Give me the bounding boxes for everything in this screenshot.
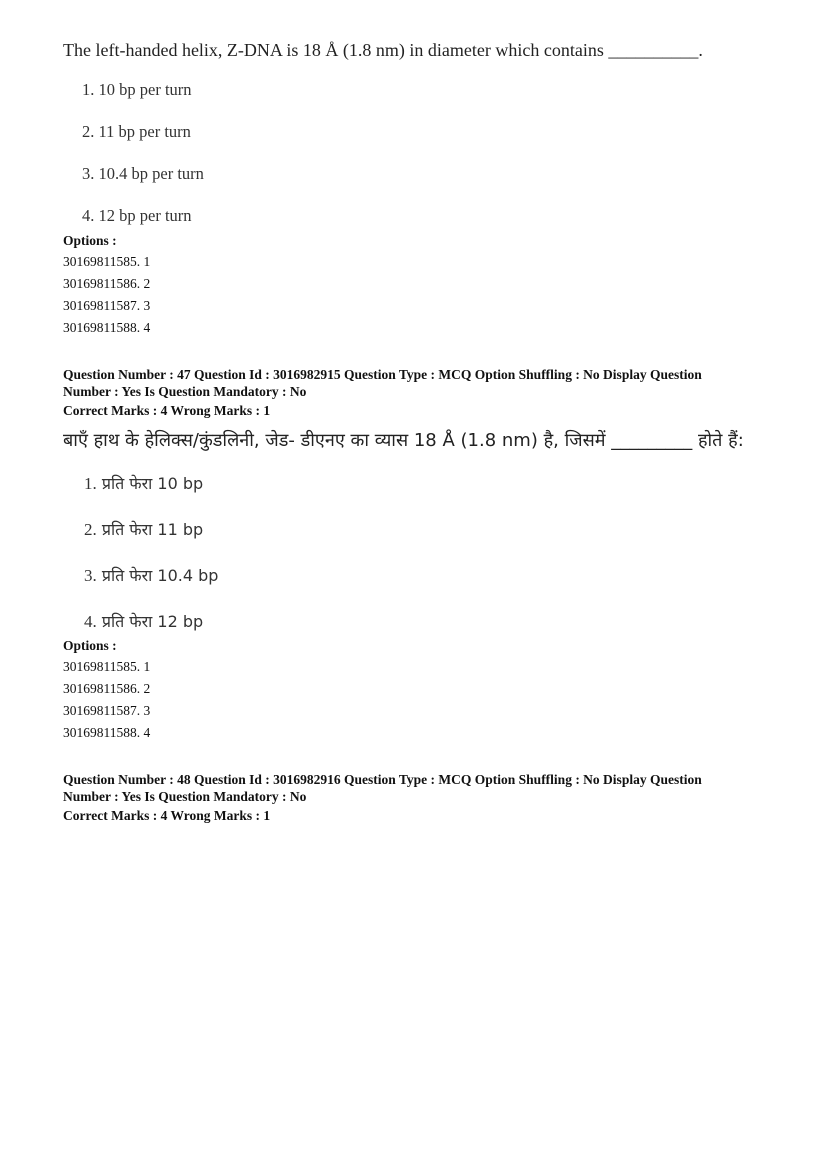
choice-hi-2 <box>84 518 203 540</box>
options-label: Options : <box>63 233 117 248</box>
choice-hi-1 <box>84 472 203 494</box>
question-text-hi: बाएँ हाथ के हेलिक्स/कुंडलिनी, जेड- डीएनए का व्यास 18 Å (1.8 nm) है, जिसमें _________ होते हैं: <box>63 430 744 451</box>
question-meta <box>63 771 763 805</box>
choice-text: प्रति फेरा 11 bp <box>101 520 204 539</box>
choice-number: 3. <box>84 566 97 585</box>
marks-line: Correct Marks : 4 Wrong Marks : 1 <box>63 403 271 418</box>
choice-hi-3 <box>84 564 218 586</box>
choice-1: 1. 10 bp per turn <box>82 80 192 99</box>
choice-text: प्रति फेरा 12 bp <box>101 612 204 631</box>
option-code: 30169811585. 1 <box>63 254 151 269</box>
choice-number: 2. <box>84 520 97 539</box>
option-code: 30169811588. 4 <box>63 320 151 335</box>
choice-number: 4. <box>84 612 97 631</box>
option-code: 30169811586. 2 <box>63 276 151 291</box>
choice-text: प्रति फेरा 10 bp <box>101 474 204 493</box>
option-code: 30169811586. 2 <box>63 681 151 696</box>
option-code: 30169811587. 3 <box>63 298 151 313</box>
question-meta <box>63 366 763 400</box>
question-meta-line-1: Question Number : 47 Question Id : 3016982915 Question Type : MCQ Option Shuffling : No Display Question <box>63 367 702 382</box>
choice-4: 4. 12 bp per turn <box>82 206 192 225</box>
option-code: 30169811585. 1 <box>63 659 151 674</box>
choice-text: प्रति फेरा 10.4 bp <box>101 566 219 585</box>
question-meta-line-2: Number : Yes Is Question Mandatory : No <box>63 384 307 399</box>
question-meta-line-2: Number : Yes Is Question Mandatory : No <box>63 789 307 804</box>
choice-2: 2. 11 bp per turn <box>82 122 191 141</box>
marks-line: Correct Marks : 4 Wrong Marks : 1 <box>63 808 271 823</box>
option-code: 30169811588. 4 <box>63 725 151 740</box>
choice-3: 3. 10.4 bp per turn <box>82 164 204 183</box>
choice-number: 1. <box>84 474 97 493</box>
options-label: Options : <box>63 638 117 653</box>
option-code: 30169811587. 3 <box>63 703 151 718</box>
question-meta-line-1: Question Number : 48 Question Id : 3016982916 Question Type : MCQ Option Shuffling : No Display Question <box>63 772 702 787</box>
choice-hi-4 <box>84 610 203 632</box>
question-text-en: The left-handed helix, Z-DNA is 18 Å (1.8 nm) in diameter which contains __________. <box>63 40 703 60</box>
